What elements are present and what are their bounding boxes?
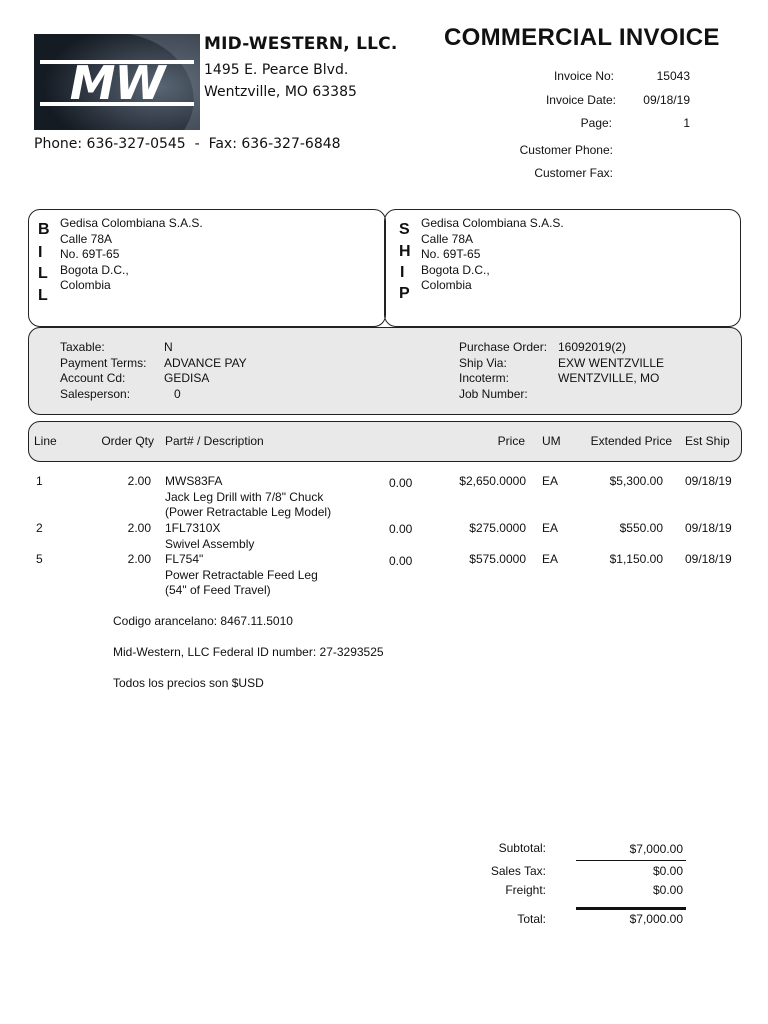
terms-values-left [164,340,247,402]
total-label: Total: [517,912,546,926]
payment-terms-value: ADVANCE PAY [164,355,247,370]
col-header-est-ship: Est Ship [685,434,730,448]
terms-labels-left [60,340,146,402]
ship-address-line: Gedisa Colombiana S.A.S. [421,216,564,230]
row-part-number: MWS83FA [165,474,223,488]
bill-address-line: Gedisa Colombiana S.A.S. [60,216,203,230]
company-phone-fax: Phone: 636-327-0545 - Fax: 636-327-6848 [34,136,341,152]
document-title: COMMERCIAL INVOICE [444,24,720,51]
row-description: (Power Retractable Leg Model) [165,505,332,519]
bill-letter: L [38,265,48,282]
row-part-number: FL754" [165,552,204,566]
row-discount: 0.00 [389,476,413,490]
row-part [165,474,331,521]
job-number-label: Job Number: [459,386,528,401]
col-header-qty: Order Qty [101,434,154,448]
account-value: GEDISA [164,371,210,385]
row-est-ship: 09/18/19 [685,474,732,488]
company-address-line2: Wentzville, MO 63385 [204,84,357,100]
taxable-value: N [164,340,173,354]
row-discount: 0.00 [389,522,413,536]
col-header-um: UM [542,434,561,448]
row-est-ship: 09/18/19 [685,552,732,566]
bill-address-line: No. 69T-65 [60,247,120,261]
customer-phone-label: Customer Phone: [519,143,613,157]
ship-letter: H [399,243,411,260]
row-qty: 2.00 [127,521,151,535]
row-price: $575.0000 [469,552,526,566]
row-description: (54" of Feed Travel) [165,583,271,597]
payment-terms-label: Payment Terms: [60,355,147,370]
row-extended-price: $550.00 [619,521,663,535]
salesperson-value: 0 [174,386,181,401]
ship-via-value: EXW WENTZVILLE [558,355,665,370]
row-line: 5 [36,552,43,566]
row-part [165,521,254,552]
row-um: EA [542,521,559,535]
incoterm-value: WENTZVILLE, MO [558,371,660,385]
row-description: Swivel Assembly [165,536,255,551]
company-name: MID-WESTERN, LLC. [204,34,398,54]
ship-address-line: Colombia [421,278,472,292]
bill-to-address [60,216,203,294]
row-um: EA [542,474,559,488]
row-part-number: 1FL7310X [165,521,221,535]
sales-tax-value: $0.00 [652,864,683,878]
customer-fax-label: Customer Fax: [534,166,613,180]
row-line: 2 [36,521,43,535]
sales-tax-label: Sales Tax: [490,864,546,878]
logo-text: MW [69,56,165,110]
row-um: EA [542,552,559,566]
row-description: Power Retractable Feed Leg [165,567,318,582]
bill-letter: L [38,287,48,304]
ship-via-label: Ship Via: [459,355,507,370]
page-number: 1 [683,116,690,130]
row-qty: 2.00 [127,474,151,488]
total-rule [576,907,686,910]
taxable-label: Taxable: [60,340,105,354]
ship-address-line: Calle 78A [421,231,474,246]
col-header-line: Line [34,434,57,448]
total-value: $7,000.00 [629,912,683,926]
row-extended-price: $1,150.00 [609,552,663,566]
purchase-order-label: Purchase Order: [459,340,548,354]
bill-address-line: Colombia [60,278,111,292]
note-currency: Todos los precios son $USD [113,676,264,690]
row-price: $2,650.0000 [459,474,526,488]
bill-address-line: Calle 78A [60,231,113,246]
subtotal-label: Subtotal: [498,841,546,855]
row-line: 1 [36,474,43,488]
page-label: Page: [580,116,612,130]
ship-address-line: No. 69T-65 [421,247,481,261]
row-qty: 2.00 [127,552,151,566]
subtotal-rule [576,860,686,861]
company-logo [34,34,200,130]
row-price: $275.0000 [469,521,526,535]
bill-letter: I [38,244,43,261]
freight-value: $0.00 [652,883,683,897]
bill-letter: B [38,221,50,238]
note-federal-id: Mid-Western, LLC Federal ID number: 27-3293525 [113,645,384,659]
subtotal-value: $7,000.00 [629,842,683,856]
purchase-order-value: 16092019(2) [558,340,627,354]
row-discount: 0.00 [389,554,413,568]
bill-address-line: Bogota D.C., [60,262,129,277]
col-header-extended-price: Extended Price [590,434,672,448]
incoterm-label: Incoterm: [459,371,510,385]
ship-letter: S [399,221,410,238]
terms-labels-right [459,340,547,402]
ship-letter: I [400,264,405,281]
salesperson-label: Salesperson: [60,386,131,401]
invoice-date-label: Invoice Date: [545,93,616,107]
note-tariff-code: Codigo arancelano: 8467.11.5010 [113,614,293,628]
row-extended-price: $5,300.00 [609,474,663,488]
col-header-part: Part# / Description [165,434,264,448]
company-address-line1: 1495 E. Pearce Blvd. [204,62,349,78]
invoice-date: 09/18/19 [643,93,690,107]
freight-label: Freight: [505,883,546,897]
ship-to-address [421,216,564,294]
row-est-ship: 09/18/19 [685,521,732,535]
invoice-no-label: Invoice No: [553,69,614,83]
row-description: Jack Leg Drill with 7/8" Chuck [165,489,324,504]
invoice-no: 15043 [656,69,690,83]
account-label: Account Cd: [60,371,126,385]
ship-address-line: Bogota D.C., [421,262,490,277]
col-header-price: Price [497,434,525,448]
ship-letter: P [399,285,410,302]
row-part [165,552,318,599]
